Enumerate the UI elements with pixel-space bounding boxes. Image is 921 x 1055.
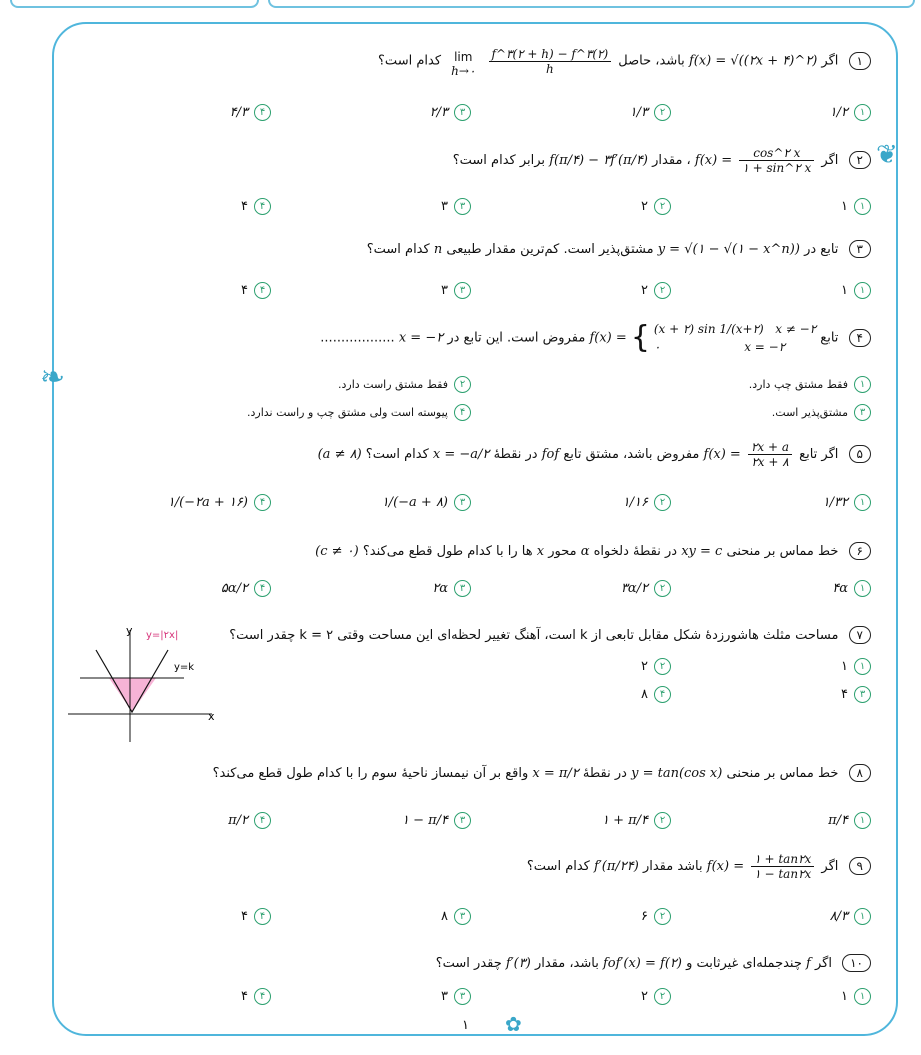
options-2 [190,198,871,220]
q-text: محور [548,544,577,559]
q-fraction [748,440,792,469]
option[interactable] [641,658,671,675]
option-bubble[interactable]: ۱ [854,580,871,597]
option[interactable] [630,104,671,121]
options-1 [190,104,871,126]
q-formula: f(x) = [706,859,745,874]
option-bubble[interactable]: ۲ [654,198,671,215]
q-fraction [489,47,612,76]
options-5 [167,494,871,516]
option[interactable] [832,580,871,597]
option-value: ۴ [241,909,248,924]
feather-decoration-icon: ❧ [40,360,66,395]
options-4b [190,404,871,426]
question-number: ۴ [849,329,871,347]
q-text: اگر [821,53,839,69]
option-bubble[interactable]: ۱ [854,198,871,215]
option-value: ۱ − π/۴ [401,813,448,828]
question-number: ۵ [849,445,871,463]
option-bubble[interactable]: ۱ [854,494,871,511]
option-value: فقط مشتق چپ دارد. [748,378,848,391]
option-value: ۲ [641,199,648,214]
question-2 [453,146,871,175]
options-6 [190,580,871,602]
option-bubble[interactable]: ۲ [654,812,671,829]
option-value: ۲ [641,659,648,674]
option[interactable] [430,104,471,121]
option[interactable] [641,686,671,703]
option-bubble[interactable]: ۱ [854,376,871,393]
top-tabs [0,0,921,8]
q-text: اگر تابع [799,447,839,462]
option-value: ۲ [641,989,648,1004]
option[interactable] [823,494,871,511]
q-text: مشتق‌پذیر است. کم‌ترین مقدار طبیعی [446,242,654,257]
q-formula: f(x) = [703,447,741,462]
option-bubble[interactable]: ۲ [654,494,671,511]
option-value: ۱ [841,283,848,298]
option-bubble[interactable]: ۳ [454,580,471,597]
q-text: واقع بر آن نیمساز ناحیهٔ سوم را با کدام طول قطع می‌کند؟ [212,766,529,781]
option-bubble[interactable]: ۳ [454,198,471,215]
option-bubble[interactable]: ۳ [454,988,471,1005]
q-text: اگر [821,153,839,168]
option-value: ۳α/۲ [620,581,648,596]
question-number: ۱۰ [842,954,871,972]
frac-top: f^۳(۲ + h) − f^۳(۲) [489,47,612,62]
option[interactable] [241,282,271,299]
x-axis-label: x [208,710,215,723]
option-bubble[interactable]: ۱ [854,282,871,299]
option[interactable] [402,812,471,829]
option-value: ۳ [441,989,448,1004]
q-expr: f′(π/۲۴) [594,859,639,874]
question-number: ۸ [849,764,871,782]
option[interactable] [841,988,871,1005]
option-bubble[interactable]: ۲ [454,376,471,393]
option-value: ۴ [241,283,248,298]
question-1 [378,44,871,78]
options-7b [400,686,871,708]
option[interactable] [247,404,471,421]
option-bubble[interactable]: ۲ [654,908,671,925]
option-value: ۸ [441,909,448,924]
question-number: ۳ [849,240,871,258]
option[interactable] [382,494,471,511]
option[interactable] [841,198,871,215]
option[interactable] [641,908,671,925]
option-value: ۳ [441,199,448,214]
option-value: ۲/۳ [429,105,448,120]
option-value: ۱/۱۶ [622,495,648,510]
option[interactable] [441,198,471,215]
q-text: اگر [821,859,839,874]
q-text: کدام است؟ [378,53,442,69]
q-formula: f(x) = √((۲x + ۴)^۲) [688,53,818,69]
q-expr: f′(۳) [505,956,531,971]
q-text: خط مماس بر منحنی [726,766,839,781]
options-10 [190,988,871,1010]
q7-graph [62,624,222,746]
option-bubble[interactable]: ۴ [254,494,271,511]
option-bubble[interactable]: ۱ [854,104,871,121]
q-cond: (a ≠ ۸) [317,447,362,462]
option-bubble[interactable]: ۴ [454,404,471,421]
q-x: x [536,544,545,559]
frac-top: ۲x + a [748,440,792,455]
options-4 [190,376,871,398]
option-value: مشتق‌پذیر است. [771,406,848,419]
option[interactable] [432,580,471,597]
question-3 [367,240,871,258]
option-bubble[interactable]: ۴ [254,282,271,299]
option[interactable] [168,494,271,511]
option-value: ۳ [441,283,448,298]
q-point: x = π/۲ [532,766,579,781]
option-value: ۱ [841,199,848,214]
option[interactable] [749,376,871,393]
flower-decoration-icon: ✿ [505,1012,522,1036]
option-value: ۴/۳ [229,105,248,120]
frac-bottom: ۲x + ۸ [751,455,789,469]
q-text: چقدر است؟ [435,956,502,971]
case-1: (x + ۲) sin 1/(x+۲) [653,322,764,336]
option-value: پیوسته است ولی مشتق چپ و راست ندارد. [247,406,448,419]
option[interactable] [641,282,671,299]
option[interactable] [241,988,271,1005]
frac-bottom: ۱ + sin^۲ x [742,161,812,175]
option[interactable] [772,404,871,421]
option-bubble[interactable]: ۴ [254,198,271,215]
option-bubble[interactable]: ۱ [854,812,871,829]
option-bubble[interactable]: ۳ [454,104,471,121]
cond-1: x ≠ −۲ [775,322,817,336]
q-text: باشد، مقدار [534,956,599,971]
q-var: n [433,242,443,257]
q-fraction [739,146,814,175]
option-value: فقط مشتق راست دارد. [338,378,448,391]
cond-2: x = −۲ [744,340,786,354]
q-text: تابع [820,242,839,257]
option-bubble[interactable]: ۲ [654,282,671,299]
q-alpha: α [580,544,590,559]
top-tab-left [10,0,259,8]
q-text: در [804,242,817,257]
q-text: اگر [814,956,832,971]
q-expr: f(π/۴) − ۳f′(π/۴) [549,153,649,168]
q-text: تابع [820,330,839,346]
question-5 [318,440,871,469]
option-value: ۴α [832,581,848,596]
option-value: ۱/(−۲a + ۱۶) [167,495,248,510]
q-text: ها را با کدام طول قطع می‌کند؟ [362,544,533,559]
option-bubble[interactable]: ۲ [654,580,671,597]
option[interactable] [441,908,471,925]
option-value: ۱/۳ [629,105,648,120]
option-value: π/۴ [828,813,848,828]
q-point: x = −۲ [398,330,444,346]
option-bubble[interactable]: ۳ [454,908,471,925]
option[interactable] [841,686,871,703]
q-limit [448,50,478,78]
question-number: ۷ [849,626,871,644]
option[interactable] [830,908,871,925]
question-6 [315,542,871,560]
top-tab-right [268,0,915,8]
option-bubble[interactable]: ۴ [254,988,271,1005]
q-formula: y = tan(cos x) [631,766,723,781]
option-bubble[interactable]: ۱ [854,908,871,925]
q-text: برابر کدام است؟ [452,153,546,168]
q-text: مفروض باشد، مشتق تابع [563,447,700,462]
q-text: در نقطهٔ دلخواه [593,544,678,559]
question-9 [527,852,871,881]
options-3 [190,282,871,304]
option[interactable] [338,376,471,393]
option[interactable] [221,580,271,597]
option[interactable] [641,988,671,1005]
option-bubble[interactable]: ۳ [454,812,471,829]
q-formula: y = √(۱ − √(۱ − x^n)) [657,242,800,257]
question-8 [213,764,871,782]
q-f: f [806,956,811,971]
option[interactable] [441,282,471,299]
option-bubble[interactable]: ۳ [454,494,471,511]
q-text: ، مقدار [652,153,691,168]
q-text: باشد، حاصل [618,53,685,69]
frac-top: cos^۲ x [739,146,814,161]
q-fof: fof [541,447,560,462]
option[interactable] [841,658,871,675]
q-text: مفروض است. این تابع در [447,330,586,346]
q-text: کدام است؟ [366,242,430,257]
q-formula: xy = c [681,544,723,559]
frac-bottom: ۱ − tan۲x [754,867,812,881]
option[interactable] [841,282,871,299]
option[interactable] [602,812,671,829]
option-value: ۱ + π/۴ [601,813,648,828]
option-bubble[interactable]: ۴ [254,908,271,925]
option[interactable] [641,198,671,215]
option-value: ۱/۳۲ [822,495,848,510]
piecewise [631,320,816,356]
vine-decoration-icon: ❦ [876,140,898,170]
option-value: π/۲ [228,813,248,828]
option-value: ۱ [841,659,848,674]
option[interactable] [623,494,671,511]
option[interactable] [241,908,271,925]
q-text: در نقطهٔ [493,447,538,462]
question-4 [320,320,871,356]
q-text: کدام است؟ [526,859,590,874]
question-10 [436,954,871,972]
q-text: چندجمله‌ای غیرثابت و [686,956,802,971]
option-value: ۵α/۲ [220,581,248,596]
q-text: باشد مقدار [642,859,703,874]
q-formula: fof′(x) = f(۲) [602,956,682,971]
q-text: در نقطهٔ [582,766,627,781]
y-axis-label: y [126,624,133,637]
piecewise-cases [654,320,816,356]
option-value: ۴ [241,989,248,1004]
question-number: ۱ [849,52,871,70]
q-text: مساحت مثلث هاشورزدهٔ شکل مقابل تابعی از k است، آهنگ تغییر لحظه‌ای این مساحت وقتی k = ۲ چقدر است؟ [229,628,839,643]
option-bubble[interactable]: ۲ [654,658,671,675]
limit-sub: h→۰ [451,64,476,78]
option-value: ۱/۲ [829,105,848,120]
option-value: ۲ [641,283,648,298]
q-point: x = −a/۲ [432,447,490,462]
option-bubble[interactable]: ۱ [854,988,871,1005]
frac-top: ۱ + tan۲x [751,852,814,867]
option-bubble[interactable]: ۴ [254,812,271,829]
option[interactable] [830,104,871,121]
option-bubble[interactable]: ۳ [854,404,871,421]
option-bubble[interactable]: ۳ [854,686,871,703]
options-7 [400,658,871,680]
page-number: ۱ [462,1018,469,1033]
option-value: ۶ [641,909,648,924]
option-value: ۸/۳ [829,909,848,924]
question-number: ۶ [849,542,871,560]
q-text: کدام است؟ [365,447,429,462]
option-bubble[interactable]: ۴ [254,104,271,121]
limit-word: lim [454,50,473,64]
option-bubble[interactable]: ۲ [654,104,671,121]
option-value: ۴ [241,199,248,214]
option-bubble[interactable]: ۴ [254,580,271,597]
option-bubble[interactable]: ۲ [654,988,671,1005]
options-9 [190,908,871,930]
line-label: y=k [174,662,195,673]
option-bubble[interactable]: ۱ [854,658,871,675]
option-value: ۱/(−a + ۸) [381,495,448,510]
q-cond: (c ≠ ۰) [315,544,359,559]
option-value: ۱ [841,989,848,1004]
option[interactable] [828,812,871,829]
frac-bottom: h [545,61,554,76]
option-bubble[interactable]: ۴ [654,686,671,703]
question-7 [229,626,871,644]
option-bubble[interactable]: ۳ [454,282,471,299]
option-value: ۲α [432,581,448,596]
brace-icon: { [630,320,650,355]
case-2: ۰ [653,340,661,354]
option[interactable] [441,988,471,1005]
q-text: .................. [320,330,395,346]
option[interactable] [241,198,271,215]
option[interactable] [228,812,271,829]
q-text: خط مماس بر منحنی [726,544,839,559]
q-formula: f(x) = [694,153,733,168]
options-8 [190,812,871,834]
option[interactable] [230,104,271,121]
function-label: y=|۲x| [146,630,179,641]
option-value: ۴ [841,687,848,702]
question-number: ۲ [849,151,871,169]
q-fraction [751,852,814,881]
option-value: ۸ [641,687,648,702]
option[interactable] [621,580,671,597]
q-formula: f(x) = [589,330,627,346]
question-number: ۹ [849,857,871,875]
